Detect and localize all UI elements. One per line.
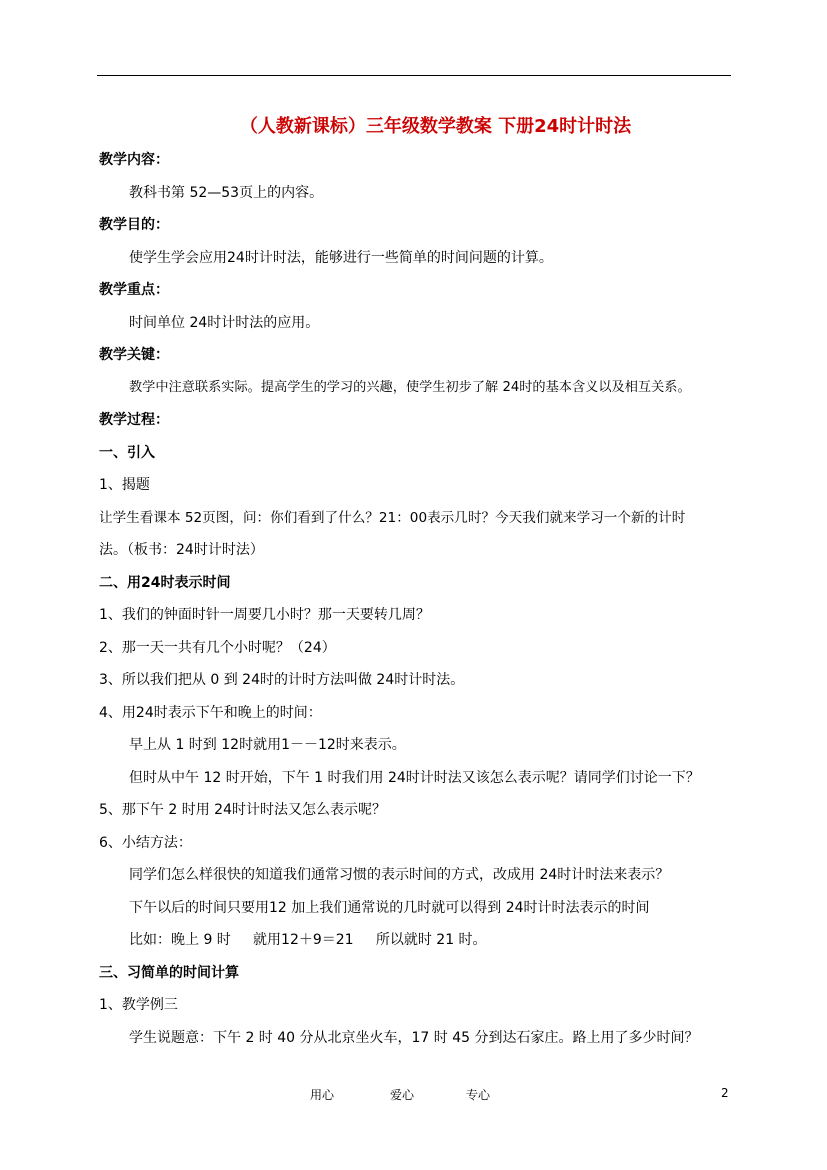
document-title: （人教新课标）三年级数学教案 下册24时计时法 bbox=[239, 116, 632, 137]
crux-heading: 教学关键： bbox=[99, 347, 169, 363]
content-heading: 教学内容： bbox=[99, 152, 169, 168]
process-heading: 教学过程： bbox=[99, 412, 169, 428]
part2-q1: 1、我们的钟面时针一周要几小时？那一天要转几周？ bbox=[99, 607, 430, 623]
part2-q4: 4、用24时表示下午和晚上的时间： bbox=[99, 705, 322, 721]
part1-item1: 1、揭题 bbox=[99, 477, 150, 493]
crux-text: 教学中注意联系实际。提高学生的学习的兴趣，使学生初步了解 24时的基本含义以及相互关系。 bbox=[129, 380, 691, 395]
part1-text1: 让学生看课本 52页图，问：你们看到了什么？21：00表示几时？今天我们就来学习一个新的计时 bbox=[99, 510, 686, 526]
part2-q6a: 同学们怎么样很快的知道我们通常习惯的表示时间的方式，改成用 24时计时法来表示？ bbox=[129, 867, 670, 883]
part3-heading: 三、习简单的时间计算 bbox=[99, 965, 239, 981]
part3-text1: 学生说题意：下午 2 时 40 分从北京坐火车，17 时 45 分到达石家庄。路上用了多少时间？ bbox=[129, 1030, 699, 1046]
part2-q4b: 但时从中午 12 时开始，下午 1 时我们用 24时计时法又该怎么表示呢？请同学们讨论一下？ bbox=[129, 770, 700, 786]
key-heading: 教学重点： bbox=[99, 282, 169, 298]
part1-text2: 法。（板书：24时计时法） bbox=[99, 542, 264, 558]
part2-q6c: 比如：晚上 9 时 就用12＋9＝21 所以就时 21 时。 bbox=[129, 932, 487, 948]
footer-right: 专心 bbox=[466, 1088, 491, 1102]
page-number: 2 bbox=[721, 1086, 729, 1100]
part2-q6: 6、小结方法： bbox=[99, 835, 192, 851]
content-text: 教科书第 52—53页上的内容。 bbox=[129, 185, 324, 201]
part3-item1: 1、教学例三 bbox=[99, 997, 178, 1013]
footer-left: 用心 bbox=[310, 1088, 335, 1102]
header-rule bbox=[97, 75, 731, 76]
part2-q4a: 早上从 1 时到 12时就用1－－12时来表示。 bbox=[129, 737, 406, 753]
part2-heading: 二、用24时表示时间 bbox=[99, 575, 231, 591]
part2-q5: 5、那下午 2 时用 24时计时法又怎么表示呢？ bbox=[99, 802, 386, 818]
goal-heading: 教学目的： bbox=[99, 217, 169, 233]
part2-q3: 3、所以我们把从 0 到 24时的计时方法叫做 24时计时法。 bbox=[99, 672, 465, 688]
part2-q2: 2、那一天一共有几个小时呢？（24） bbox=[99, 640, 336, 656]
part2-q6b: 下午以后的时间只要用12 加上我们通常说的几时就可以得到 24时计时法表示的时间 bbox=[129, 900, 650, 916]
goal-text: 使学生学会应用24时计时法，能够进行一些简单的时间问题的计算。 bbox=[129, 250, 553, 266]
part1-heading: 一、引入 bbox=[99, 445, 155, 461]
key-text: 时间单位 24时计时法的应用。 bbox=[129, 315, 320, 331]
footer-middle: 爱心 bbox=[390, 1088, 415, 1102]
